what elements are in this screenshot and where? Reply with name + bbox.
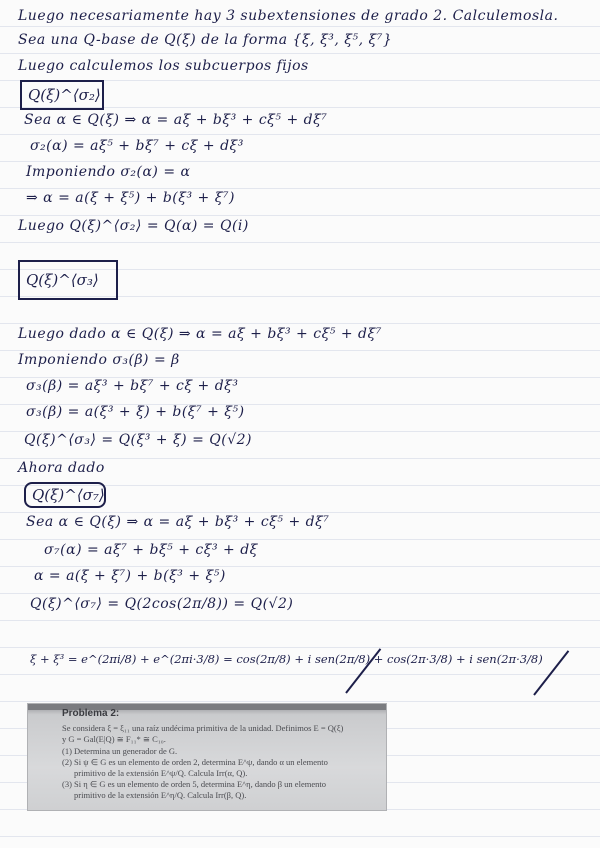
fixed-field-box-sigma3 xyxy=(18,260,118,300)
problem-line: y G = Gal(E|Q) ≅ F₁₁* ≅ C₁₀. xyxy=(62,734,166,744)
problem-line: (2) Si ψ ∈ G es un elemento de orden 2, determina E^ψ, dando α un elemento xyxy=(62,757,328,767)
handwritten-line: ⇒ α = a(ξ + ξ⁵) + b(ξ³ + ξ⁷) xyxy=(26,190,235,206)
problem-line: Se considera ξ = ξ₁₁ una raíz undécima primitiva de la unidad. Definimos E = Q(ξ) xyxy=(62,723,344,733)
handwritten-line: Imponiendo σ₃(β) = β xyxy=(18,352,180,368)
handwritten-line: ξ + ξ³ = e^(2πi/8) + e^(2πi·3/8) = cos(2π/8) + i sen(2π/8) + cos(2π·3/8) + i sen(2π·3/8) xyxy=(30,652,543,666)
handwritten-line: Sea α ∈ Q(ξ) ⇒ α = aξ + bξ³ + cξ⁵ + dξ⁷ xyxy=(24,112,328,128)
handwritten-line: Luego dado α ∈ Q(ξ) ⇒ α = aξ + bξ³ + cξ⁵ + dξ⁷ xyxy=(18,326,382,342)
handwritten-line: Q(ξ)^⟨σ₃⟩ = Q(ξ³ + ξ) = Q(√2) xyxy=(24,432,252,448)
problem-photo xyxy=(28,704,386,810)
box-label: Q(ξ)^⟨σ₃⟩ xyxy=(26,271,99,289)
handwritten-line: σ₇(α) = aξ⁷ + bξ⁵ + cξ³ + dξ xyxy=(44,542,258,558)
problem-title: Problema 2: xyxy=(62,708,120,719)
fixed-field-box-sigma7 xyxy=(24,482,106,508)
fixed-field-box-sigma2 xyxy=(20,80,104,110)
problem-line: primitivo de la extensión E^ψ/Q. Calcula Irr(α, Q). xyxy=(74,768,248,778)
handwritten-line: Sea una Q-base de Q(ξ) de la forma {ξ, ξ³, ξ⁵, ξ⁷} xyxy=(18,32,393,48)
handwritten-line: Sea α ∈ Q(ξ) ⇒ α = aξ + bξ³ + cξ⁵ + dξ⁷ xyxy=(26,514,330,530)
problem-line: (3) Si η ∈ G es un elemento de orden 5, determina E^η, dando β un elemento xyxy=(62,779,326,789)
handwritten-line: Luego calculemos los subcuerpos fijos xyxy=(18,58,309,74)
handwritten-line: Imponiendo σ₂(α) = α xyxy=(26,164,191,180)
handwritten-line: Q(ξ)^⟨σ₇⟩ = Q(2cos(2π/8)) = Q(√2) xyxy=(30,596,294,612)
box-label: Q(ξ)^⟨σ₂⟩ xyxy=(28,86,101,104)
handwritten-line: α = a(ξ + ξ⁷) + b(ξ³ + ξ⁵) xyxy=(34,568,226,584)
handwritten-line: σ₃(β) = aξ³ + bξ⁷ + cξ + dξ³ xyxy=(26,378,239,394)
handwritten-line: σ₃(β) = a(ξ³ + ξ) + b(ξ⁷ + ξ⁵) xyxy=(26,404,245,420)
handwritten-line: Luego necesariamente hay 3 subextensiones de grado 2. Calculemosla. xyxy=(18,8,559,24)
handwritten-line: Luego Q(ξ)^⟨σ₂⟩ = Q(α) = Q(i) xyxy=(18,218,249,234)
handwritten-line: Ahora dado xyxy=(18,460,105,476)
handwritten-line: σ₂(α) = aξ⁵ + bξ⁷ + cξ + dξ³ xyxy=(30,138,244,154)
box-label: Q(ξ)^⟨σ₇⟩ xyxy=(32,486,105,504)
problem-line: (1) Determina un generador de G. xyxy=(62,746,178,756)
problem-line: primitivo de la extensión E^η/Q. Calcula Irr(β, Q). xyxy=(74,790,247,800)
